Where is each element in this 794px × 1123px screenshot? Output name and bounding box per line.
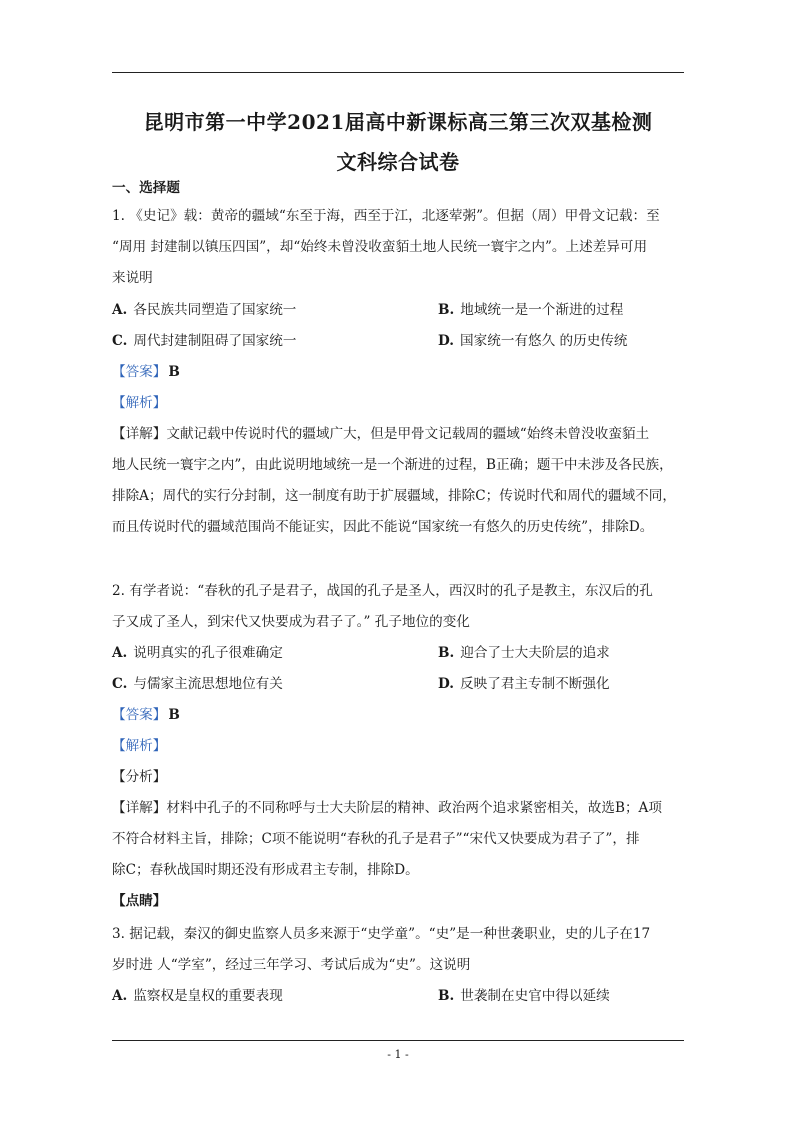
option-text: 监察权是皇权的重要表现: [133, 988, 283, 1004]
q2-option-d: [438, 674, 610, 694]
q2-detail-line-2: 不符合材料主旨，排除；C项不能说明“春秋的孔子是君子”“宋代又快要成为君子了”，排: [112, 831, 640, 847]
page-number: - 1 -: [387, 1048, 409, 1061]
option-tag: C.: [112, 676, 128, 692]
option-text: 地域统一是一个渐进的过程: [460, 302, 624, 318]
q2-stem-line-2: 子又成了圣人，到宋代又快要成为君子了。” 孔子地位的变化: [112, 614, 470, 630]
option-tag: B.: [438, 988, 455, 1004]
analysis-label: 【解析】: [112, 738, 167, 754]
option-tag: C.: [112, 333, 128, 349]
footer-rule: [112, 1040, 684, 1041]
answer-value: B: [168, 364, 180, 380]
option-tag: B.: [438, 645, 455, 661]
q1-detail-line-2: 地人民统一寰宇之内”，由此说明地域统一是一个渐进的过程，B正确；题干中未涉及各民族，: [112, 457, 673, 473]
answer-label: 【答案】: [112, 364, 167, 380]
q1-option-a: [112, 300, 296, 320]
q2-option-c: [112, 674, 283, 694]
q2-analysis-label: [112, 736, 684, 756]
q1-answer: [112, 362, 684, 382]
q1-stem-line-1: 1. 《史记》载：黄帝的疆域“东至于海，西至于江，北逐荤粥”。但据（周）甲骨文记载：至: [112, 208, 660, 224]
header-rule: [112, 72, 684, 73]
option-text: 迎合了士大夫阶层的追求: [460, 645, 610, 661]
option-tag: A.: [112, 988, 128, 1004]
option-text: 周代封建制阻碍了国家统一: [133, 333, 297, 349]
q2-option-a: [112, 643, 283, 663]
option-text: 说明真实的孔子很难确定: [133, 645, 283, 661]
answer-label: 【答案】: [112, 707, 167, 723]
q2-dianjing-label: 【点睛】: [112, 893, 167, 909]
q3-option-a: [112, 986, 283, 1006]
q2-fenxi-label: 【分析】: [112, 769, 167, 785]
option-text: 各民族共同塑造了国家统一: [133, 302, 297, 318]
q2-detail-line-3: 除C；春秋战国时期还没有形成君主专制，排除D。: [112, 862, 419, 878]
q3-stem-line-1: 3. 据记载，秦汉的御史监察人员多来源于“史学童”。“史”是一种世袭职业，史的儿子在17: [112, 926, 651, 942]
option-tag: D.: [438, 676, 455, 692]
analysis-label: 【解析】: [112, 395, 167, 411]
q1-option-c: [112, 331, 296, 351]
q2-option-b: [438, 643, 610, 663]
document-page: [112, 0, 684, 1123]
q1-option-d: [438, 331, 628, 351]
q2-detail-line-1: 【详解】材料中孔子的不同称呼与士大夫阶层的精神、政治两个追求紧密相关，故选B；A项: [112, 800, 662, 816]
q1-detail-line-3: 排除A；周代的实行分封制，这一制度有助于扩展疆域，排除C；传说时代和周代的疆域不同，: [112, 488, 676, 504]
section-heading: 一、选择题: [112, 180, 180, 196]
q3-option-b: [438, 986, 610, 1006]
exam-title: 昆明市第一中学2021届高中新课标高三第三次双基检测: [143, 110, 653, 134]
q3-stem-line-2: 岁时进 人“学室”，经过三年学习、考试后成为“史”。这说明: [112, 957, 471, 973]
q2-answer: [112, 705, 684, 725]
option-text: 反映了君主专制不断强化: [460, 676, 610, 692]
q1-stem-line-3: 来说明: [112, 270, 153, 286]
option-text: 国家统一有悠久 的历史传统: [460, 333, 628, 349]
option-tag: A.: [112, 645, 128, 661]
answer-value: B: [168, 707, 180, 723]
option-tag: D.: [438, 333, 455, 349]
option-text: 与儒家主流思想地位有关: [133, 676, 283, 692]
q1-detail-line-4: 而且传说时代的疆域范围尚不能证实，因此不能说“国家统一有悠久的历史传统”，排除D。: [112, 519, 654, 535]
exam-subtitle: 文科综合试卷: [336, 150, 460, 174]
option-tag: A.: [112, 302, 128, 318]
q1-analysis-label: [112, 393, 684, 413]
q1-stem-line-2: “周用 封建制以镇压四国”，却“始终未曾没收蛮貊土地人民统一寰宇之内”。上述差异可用: [112, 239, 648, 255]
q1-option-b: [438, 300, 623, 320]
q2-stem-line-1: 2. 有学者说：“春秋的孔子是君子，战国的孔子是圣人，西汉时的孔子是教主，东汉后的孔: [112, 583, 653, 599]
q1-detail-line-1: 【详解】文献记载中传说时代的疆域广大，但是甲骨文记载周的疆域“始终未曾没收蛮貊土: [112, 426, 650, 442]
option-text: 世袭制在史官中得以延续: [460, 988, 610, 1004]
option-tag: B.: [438, 302, 455, 318]
